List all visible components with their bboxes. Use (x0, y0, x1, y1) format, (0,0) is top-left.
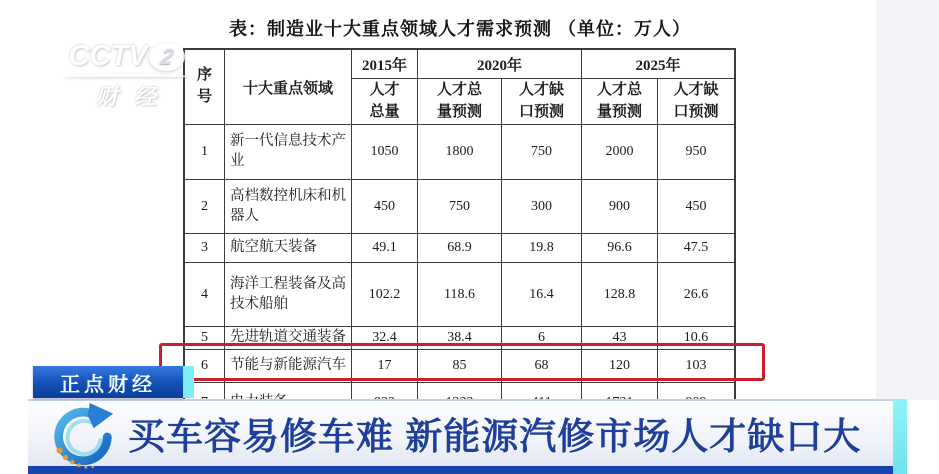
program-badge: 正点财经 (33, 366, 183, 398)
row-5-no: 5 (185, 327, 225, 350)
header-2020-gap: 人才缺口预测 (502, 79, 582, 125)
cctv-finance-label: 财经 (95, 84, 172, 109)
header-year-2025: 2025年 (582, 50, 734, 79)
row-3-v2025g: 47.5 (658, 234, 734, 263)
highlight-box-row6 (159, 343, 765, 381)
cctv2-logo (52, 40, 202, 111)
row-5-v2025g: 10.6 (658, 327, 734, 350)
row-1-v2020t: 1800 (418, 125, 502, 180)
row-1-v2020g: 750 (502, 125, 582, 180)
badge-cyan-tab (183, 366, 194, 398)
row-1-v2015: 1050 (352, 125, 418, 180)
news-headline: 买车容易修车难 新能源汽修市场人才缺口大 (128, 415, 862, 457)
header-2015-total: 人才总量 (352, 79, 418, 125)
cctv-channel-number: 2 (159, 43, 176, 69)
row-4-v2020g: 16.4 (502, 263, 582, 327)
row-1-no: 1 (185, 125, 225, 180)
row-3-field: 航空航天装备 (225, 234, 352, 263)
banner-cyan-cap (893, 399, 907, 474)
row-5-field: 先进轨道交通装备 (225, 327, 352, 350)
row-6-v2020t: 85 (418, 350, 502, 383)
row-1-v2025t: 2000 (582, 125, 658, 180)
table-title: 表：制造业十大重点领域人才需求预测 （单位：万人） (229, 19, 691, 39)
row-2-v2020t: 750 (418, 180, 502, 234)
row-3-v2025t: 96.6 (582, 234, 658, 263)
row-3-v2020t: 68.9 (418, 234, 502, 263)
header-2025-total: 人才总量预测 (582, 79, 658, 125)
row-5-v2020g: 6 (502, 327, 582, 350)
row-6-no: 6 (185, 350, 225, 383)
row-3-v2020g: 19.8 (502, 234, 582, 263)
row-3-no: 3 (185, 234, 225, 263)
background-band (876, 0, 939, 400)
row-1-v2025g: 950 (658, 125, 734, 180)
cctv-channel-swoosh-icon (147, 43, 188, 71)
row-6-v2025t: 120 (582, 350, 658, 383)
row-4-no: 4 (185, 263, 225, 327)
header-year-2015: 2015年 (352, 50, 418, 79)
header-col-field: 十大重点领域 (225, 50, 352, 125)
header-col-no: 序号 (185, 50, 225, 125)
row-6-v2015: 17 (352, 350, 418, 383)
row-4-v2020t: 118.6 (418, 263, 502, 327)
row-5-v2015: 32.4 (352, 327, 418, 350)
banner-bottom-strip (28, 466, 893, 474)
swirl-arrow-icon (44, 402, 120, 472)
header-2025-gap: 人才缺口预测 (658, 79, 734, 125)
row-2-v2025g: 450 (658, 180, 734, 234)
row-6-v2020g: 68 (502, 350, 582, 383)
row-6-v2025g: 103 (658, 350, 734, 383)
cctv-swoosh-underline (63, 74, 191, 77)
row-6-field: 节能与新能源汽车 (225, 350, 352, 383)
row-4-field: 海洋工程装备及高技术船舶 (225, 263, 352, 327)
header-2020-total: 人才总量预测 (418, 79, 502, 125)
row-4-v2025t: 128.8 (582, 263, 658, 327)
row-2-no: 2 (185, 180, 225, 234)
row-4-v2015: 102.2 (352, 263, 418, 327)
row-5-v2025t: 43 (582, 327, 658, 350)
row-4-v2025g: 26.6 (658, 263, 734, 327)
row-2-v2015: 450 (352, 180, 418, 234)
row-5-v2020t: 38.4 (418, 327, 502, 350)
cctv-wordmark: CCTV (68, 40, 148, 72)
cctv-logo-row (52, 40, 202, 73)
header-year-2020: 2020年 (418, 50, 582, 79)
row-2-field: 高档数控机床和机器人 (225, 180, 352, 234)
row-2-v2025t: 900 (582, 180, 658, 234)
row-1-field: 新一代信息技术产业 (225, 125, 352, 180)
row-2-v2020g: 300 (502, 180, 582, 234)
row-3-v2015: 49.1 (352, 234, 418, 263)
